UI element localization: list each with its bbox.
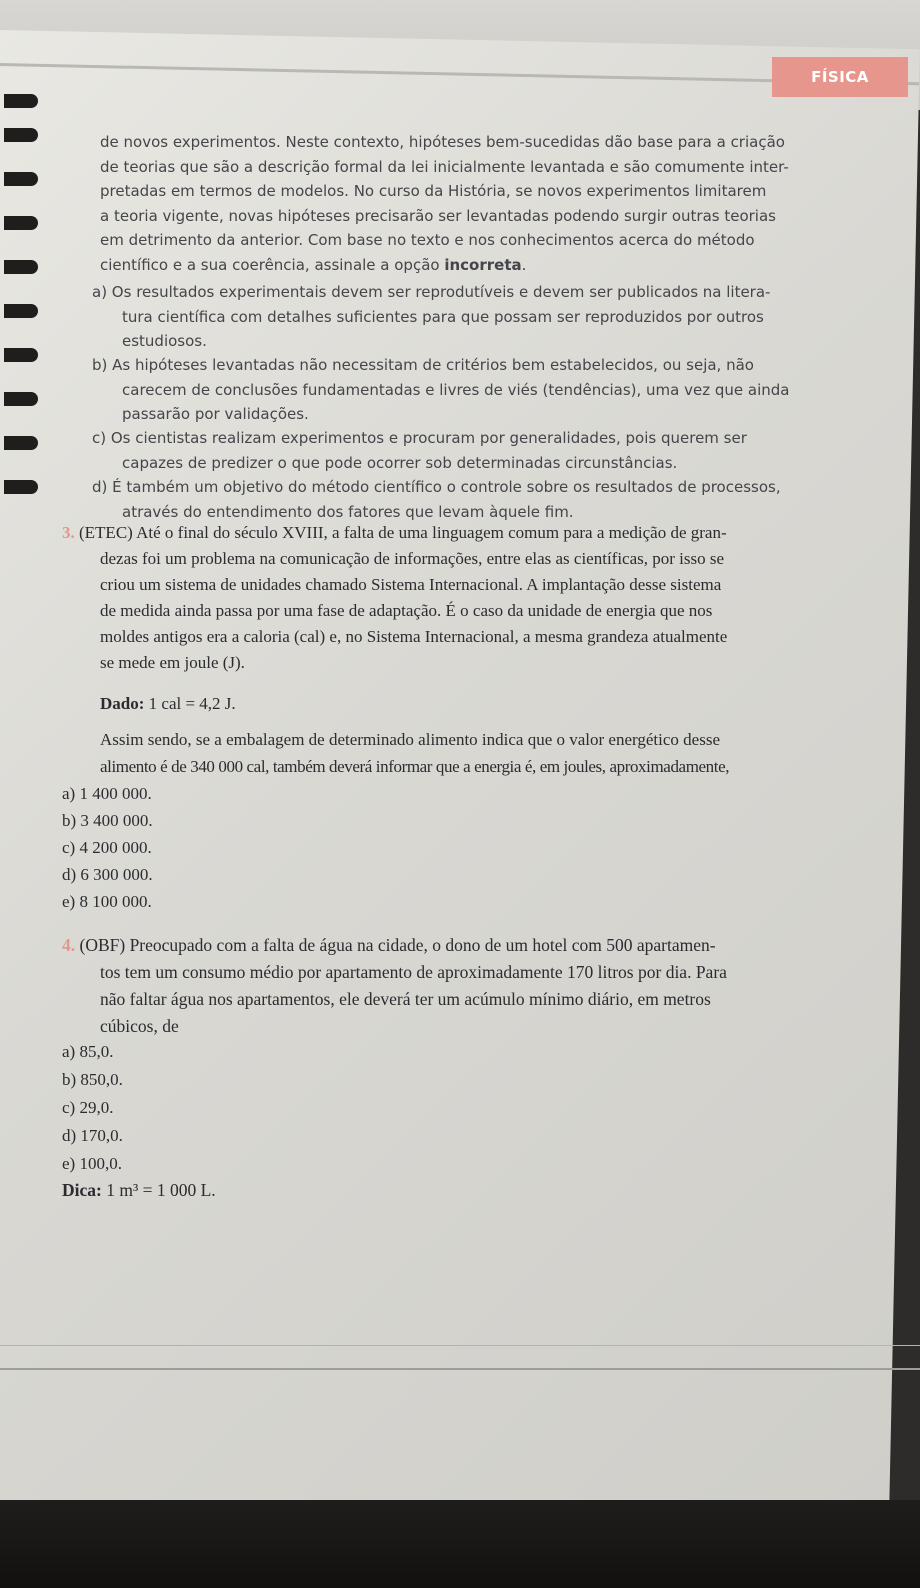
q4-option-e[interactable]: e) 100,0. <box>62 1154 122 1173</box>
ring-icon <box>4 94 38 108</box>
q3-given: Dado: 1 cal = 4,2 J. <box>100 694 236 713</box>
q2-intro-line: de teorias que são a descrição formal da lei inicialmente levantada e são comumente inter- <box>100 157 789 176</box>
q4-option-c[interactable]: c) 29,0. <box>62 1098 114 1117</box>
q3-option-a[interactable]: a) 1 400 000. <box>62 784 152 803</box>
subject-badge: FÍSICA <box>772 57 908 97</box>
q4-options <box>62 1038 822 1178</box>
q3-option-b[interactable]: b) 3 400 000. <box>62 811 153 830</box>
q2-option-b[interactable]: b) As hipóteses levantadas não necessitam de critérios bem estabelecidos, ou seja, não carecem de conclusões fundamentadas e livres de viés (tendências), uma vez que ainda passarão por validações. <box>92 356 790 423</box>
q2-intro-line: pretadas em termos de modelos. No curso da História, se novos experimentos limitarem <box>100 182 767 200</box>
q3-question: Assim sendo, se a embalagem de determinado alimento indica que o valor energético desse alimento é de 340 000 cal, também deverá informar que a energia é, em joules, aproximadamente, <box>100 730 730 776</box>
page-content <box>0 120 920 1220</box>
q3-statement: 3. (ETEC) Até o final do século XVIII, a falta de uma linguagem comum para a medição de gran- dezas foi um problema na comunicação de informações, entre elas as científicas, por isso se criou um sistema de unidades chamado Sistema Internacional. A implantação desse sistema de medida ainda passa por uma fase de adaptação. É o caso da unidade de energia que nos moldes antigos era a caloria (cal) e, no Sistema Internacional, a mesma grandeza atualmente se mede em joule (J). <box>62 523 728 672</box>
q2-prompt: científico e a sua coerência, assinale a opção incorreta. <box>100 255 527 274</box>
q3-option-d[interactable]: d) 6 300 000. <box>62 865 153 884</box>
bottom-shadow <box>0 1500 920 1588</box>
q4-hint: Dica: 1 m³ = 1 000 L. <box>62 1180 216 1200</box>
q2-intro <box>100 130 860 277</box>
page-divider <box>0 1345 920 1346</box>
q4-option-d[interactable]: d) 170,0. <box>62 1126 123 1145</box>
q4-statement: 4. (OBF) Preocupado com a falta de água na cidade, o dono de um hotel com 500 apartamen- tos tem um consumo médio por apartamento de aproximadamente 170 litros por dia. Para não faltar água nos apartamentos, ele deverá ter um acúmulo mínimo diário, em metros cúbicos, de <box>62 935 727 1036</box>
q2-option-a[interactable]: a) Os resultados experimentais devem ser reprodutíveis e devem ser publicados na litera- tura científica com detalhes suficientes para que possam ser reproduzidos por outros estudiosos. <box>92 283 771 350</box>
q4-option-b[interactable]: b) 850,0. <box>62 1070 123 1089</box>
q3-options <box>62 780 822 915</box>
q3-option-e[interactable]: e) 8 100 000. <box>62 892 152 911</box>
q2-intro-line: de novos experimentos. Neste contexto, hipóteses bem-sucedidas dão base para a criação <box>100 133 785 151</box>
q2-intro-line: em detrimento da anterior. Com base no texto e nos conhecimentos acerca do método <box>100 231 755 249</box>
q4-number: 4. <box>62 935 76 955</box>
q3-number: 3. <box>62 523 75 542</box>
q2-option-d[interactable]: d) É também um objetivo do método científico o controle sobre os resultados de processos, através do entendimento dos fatores que levam àquele fim. <box>92 478 781 521</box>
q3-option-c[interactable]: c) 4 200 000. <box>62 838 152 857</box>
q2-intro-line: a teoria vigente, novas hipóteses precisarão ser levantadas podendo surgir outras teorias <box>100 206 776 225</box>
page-divider <box>0 1368 920 1370</box>
q4-option-a[interactable]: a) 85,0. <box>62 1042 114 1061</box>
q2-option-c[interactable]: c) Os cientistas realizam experimentos e procuram por generalidades, pois querem ser capazes de predizer o que pode ocorrer sob determinadas circunstâncias. <box>92 429 747 472</box>
